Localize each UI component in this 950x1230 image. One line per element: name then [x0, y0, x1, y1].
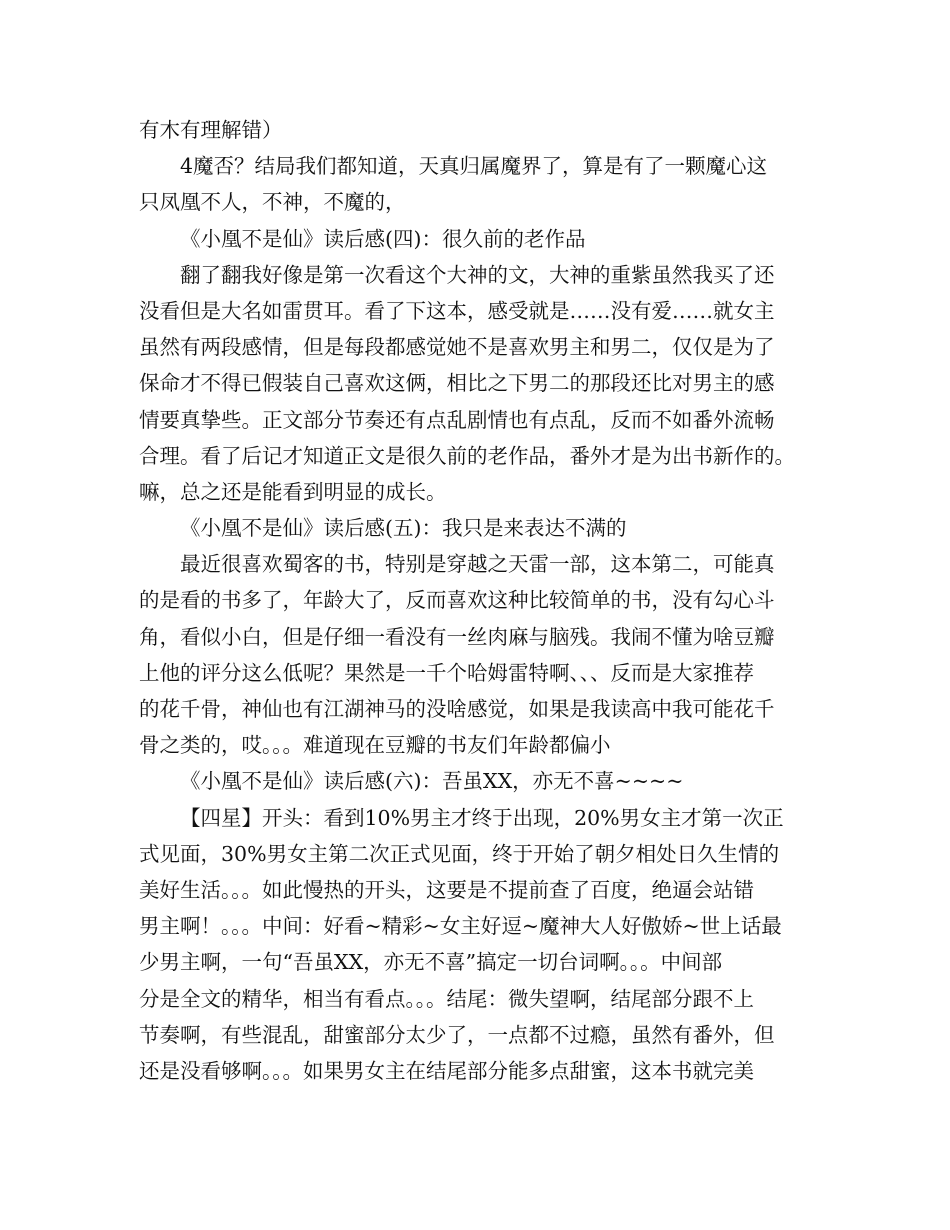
text-line: 骨之类的，哎。。。难道现在豆瓣的书友们年龄都偏小 — [139, 733, 611, 758]
text-line: 情要真挚些。正文部分节奏还有点乱剧情也有点乱，反而不如番外流畅 — [139, 407, 775, 432]
text-line: 翻了翻我好像是第一次看这个大神的文，大神的重紫虽然我买了还 — [180, 262, 775, 287]
text-line: 式见面，30%男女主第二次正式见面，终于开始了朝夕相处日久生情的 — [139, 841, 780, 866]
document-body — [139, 112, 819, 1089]
text-line: 《小凰不是仙》读后感(四)：很久前的老作品 — [180, 226, 586, 251]
text-line: 【四星】开头：看到10%男主才终于出现，20%男女主才第一次正 — [180, 805, 784, 830]
text-line: 4魔否？结局我们都知道，天真归属魔界了，算是有了一颗魔心这 — [180, 154, 768, 179]
text-line: 合理。看了后记才知道正文是很久前的老作品，番外才是为出书新作的。 — [139, 443, 795, 468]
text-line: 只凤凰不人，不神，不魔的， — [139, 190, 406, 215]
text-line: 虽然有两段感情，但是每段都感觉她不是喜欢男主和男二，仅仅是为了 — [139, 335, 775, 360]
text-line: 保命才不得已假装自己喜欢这俩，相比之下男二的那段还比对男主的感 — [139, 371, 775, 396]
text-line: 节奏啊，有些混乱，甜蜜部分太少了，一点都不过瘾，虽然有番外，但 — [139, 1022, 775, 1047]
text-line: 少男主啊，一句“吾虽XX，亦无不喜”搞定一切台词啊。。。中间部 — [139, 950, 723, 975]
text-line: 分是全文的精华，相当有看点。。。结尾：微失望啊，结尾部分跟不上 — [139, 986, 754, 1011]
text-line: 有木有理解错） — [139, 118, 283, 142]
text-line: 美好生活。。。如此慢热的开头，这要是不提前查了百度，绝逼会站错 — [139, 877, 754, 902]
text-line: 还是没看够啊。。。如果男女主在结尾部分能多点甜蜜，这本书就完美 — [139, 1058, 754, 1083]
text-line: 上他的评分这么低呢？果然是一千个哈姆雷特啊、、、反而是大家推荐 — [139, 660, 754, 685]
text-line: 最近很喜欢蜀客的书，特别是穿越之天雷一部，这本第二，可能真 — [180, 552, 775, 577]
text-line: 的是看的书多了，年龄大了，反而喜欢这种比较简单的书，没有勾心斗 — [139, 588, 775, 613]
text-line: 《小凰不是仙》读后感(六)：吾虽XX，亦无不喜~~~~ — [180, 769, 684, 794]
text-line: 《小凰不是仙》读后感(五)：我只是来表达不满的 — [180, 516, 627, 541]
text-line: 男主啊！。。。中间：好看~精彩~女主好逗~魔神大人好傲娇~世上话最 — [139, 914, 782, 939]
text-line: 嘛，总之还是能看到明显的成长。 — [139, 479, 447, 504]
text-line: 角，看似小白，但是仔细一看没有一丝肉麻与脑残。我闹不懂为啥豆瓣 — [139, 624, 775, 649]
text-line: 没看但是大名如雷贯耳。看了下这本，感受就是……没有爱……就女主 — [139, 298, 775, 323]
text-line: 的花千骨，神仙也有江湖神马的没啥感觉，如果是我读高中我可能花千 — [139, 697, 775, 721]
